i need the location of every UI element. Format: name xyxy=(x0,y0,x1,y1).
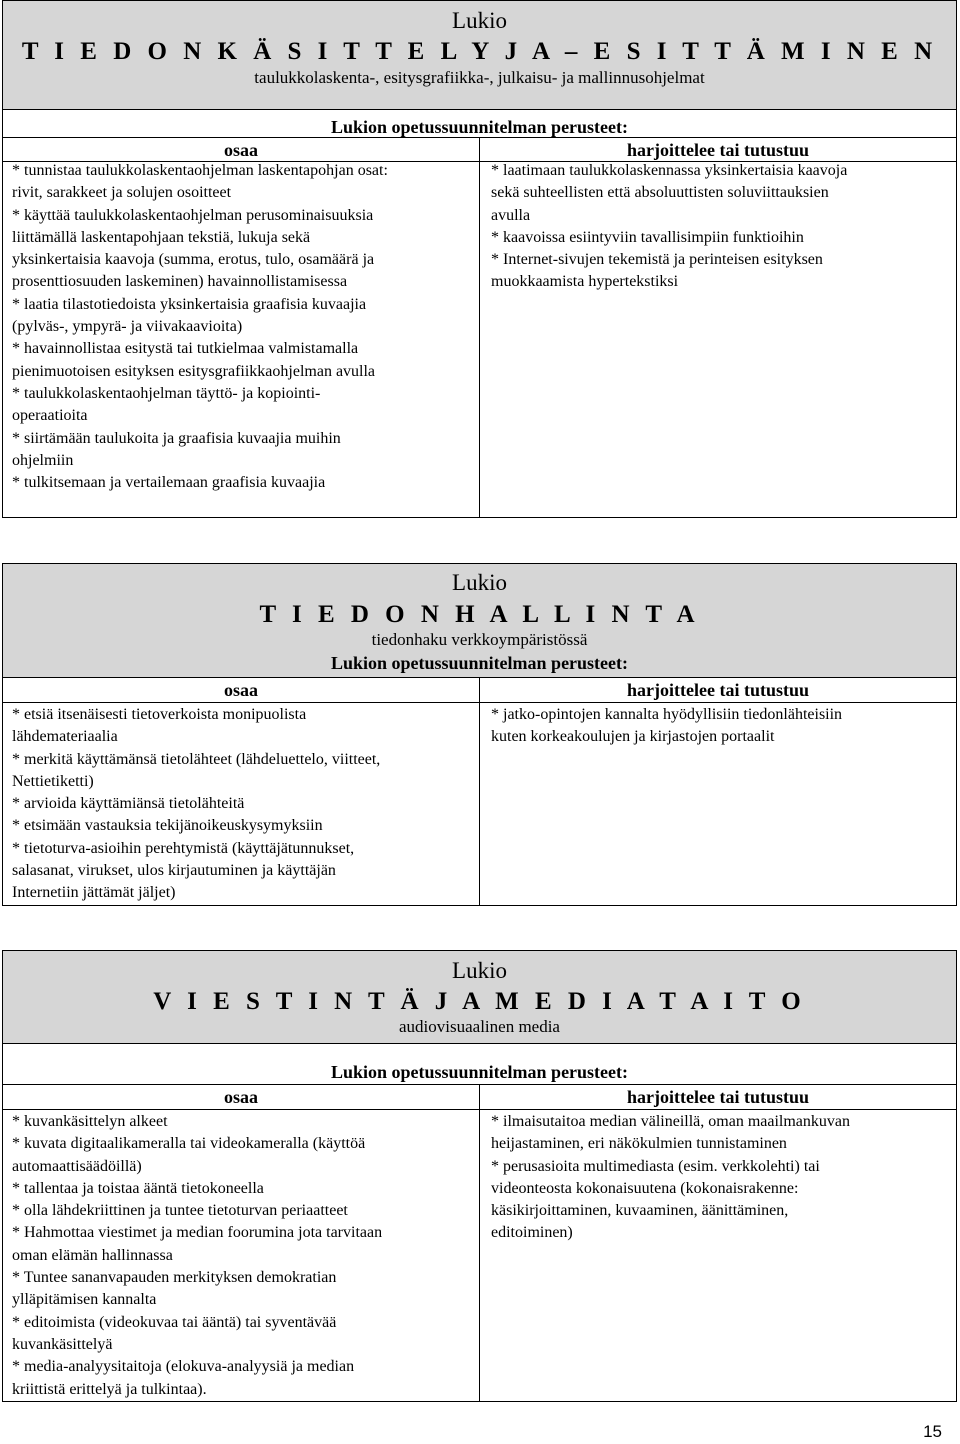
section-subtitle: audiovisuaalinen media xyxy=(399,1017,560,1036)
list-item: * Tuntee sananvapauden merkityksen demokratian xyxy=(12,1269,337,1287)
school-level: Lukio xyxy=(452,958,507,983)
harjoittelee-list xyxy=(491,160,847,294)
list-item: ohjelmiin xyxy=(12,451,74,469)
section-title: V I E S T I N T Ä J A M E D I A T A I T O xyxy=(153,988,806,1015)
list-item: sekä suhteellisten että absoluuttisten soluviittauksien xyxy=(491,184,829,202)
list-item: * tunnistaa taulukkolaskentaohjelman laskentapohjan osat: xyxy=(12,162,388,179)
list-item: käsikirjoittaminen, kuvaaminen, äänittäminen, xyxy=(491,1202,789,1220)
section-title: T I E D O N H A L L I N T A xyxy=(259,601,700,628)
column-header-osaa: osaa xyxy=(223,1087,258,1107)
list-item: * tietoturva-asioihin perehtymistä (käyttäjätunnukset, xyxy=(12,839,355,857)
list-item: kuvankäsittelyä xyxy=(12,1335,113,1353)
section-title: T I E D O N K Ä S I T T E L Y J A – E S I T T Ä M I N E N xyxy=(21,38,938,65)
list-item: * media-analyysitaitoja (elokuva-analyysiä ja median xyxy=(12,1358,355,1376)
column-divider xyxy=(479,1084,480,1401)
curriculum-heading: Lukion opetussuunnitelman perusteet: xyxy=(330,1062,629,1082)
list-item: * perusasioita multimediasta (esim. verkkolehti) tai xyxy=(491,1157,820,1175)
school-level: Lukio xyxy=(452,570,507,595)
column-divider xyxy=(479,677,480,905)
list-item: * kuvankäsittelyn alkeet xyxy=(12,1113,168,1130)
list-item: * tulkitsemaan ja vertailemaan graafisia kuvaajia xyxy=(12,474,326,492)
list-item: Nettietiketti) xyxy=(12,772,94,790)
list-item: * laatia tilastotiedoista yksinkertaisia graafisia kuvaajia xyxy=(12,295,367,313)
section-header xyxy=(3,1,956,110)
column-header-harjoittelee: harjoittelee tai tutustuu xyxy=(627,680,809,700)
list-item: * taulukkolaskentaohjelman täyttö- ja kopiointi- xyxy=(12,384,321,402)
list-item: lähdemateriaalia xyxy=(12,728,118,746)
list-item: * käyttää taulukkolaskentaohjelman perusominaisuuksia xyxy=(12,206,374,224)
osaa-list xyxy=(12,1111,382,1401)
list-item: * etsimään vastauksia tekijänoikeuskysymyksiin xyxy=(12,817,323,835)
list-item: yksinkertaisia kaavoja (summa, erotus, tulo, osamäärä ja xyxy=(12,251,375,269)
list-item: (pylväs-, ympyrä- ja viivakaavioita) xyxy=(12,318,243,336)
section-header xyxy=(3,951,956,1044)
column-divider xyxy=(479,137,480,517)
list-item: * editoimista (videokuvaa tai ääntä) tai syventävää xyxy=(12,1313,337,1331)
list-item: kriittistä erittelyä ja tulkintaa). xyxy=(12,1380,207,1398)
list-item: videonteosta kokonaisuutena (kokonaisrakenne: xyxy=(491,1179,799,1197)
list-item: * kuvata digitaalikameralla tai videokameralla (käyttöä xyxy=(12,1135,366,1153)
curriculum-heading: Lukion opetussuunnitelman perusteet: xyxy=(330,653,629,673)
page-number: 15 xyxy=(923,1422,942,1441)
list-item: * tallentaa ja toistaa ääntä tietokoneella xyxy=(12,1179,264,1197)
column-header-osaa: osaa xyxy=(223,140,258,160)
list-item: ylläpitämisen kannalta xyxy=(12,1291,157,1309)
section-viestinta xyxy=(2,950,957,1402)
list-item: oman elämän hallinnassa xyxy=(12,1246,173,1264)
section-header xyxy=(3,564,956,678)
section-subtitle: tiedonhaku verkkoympäristössä xyxy=(371,630,588,649)
list-item: salasanat, virukset, ulos kirjautuminen ja käyttäjän xyxy=(12,862,336,880)
list-item: avulla xyxy=(491,206,531,224)
list-item: heijastaminen, eri näkökulmien tunnistaminen xyxy=(491,1135,787,1153)
column-header-harjoittelee: harjoittelee tai tutustuu xyxy=(627,140,809,160)
list-item: liittämällä laskentapohjaan tekstiä, lukuja sekä xyxy=(12,228,311,246)
list-item: * siirtämään taulukoita ja graafisia kuvaajia muihin xyxy=(12,429,341,447)
list-item: Internetiin jättämät jäljet) xyxy=(12,884,176,902)
list-item: rivit, sarakkeet ja solujen osoitteet xyxy=(12,184,232,202)
list-item: * kaavoissa esiintyviin tavallisimpiin funktioihin xyxy=(491,228,804,246)
list-item: muokkaamista hypertekstiksi xyxy=(491,273,679,291)
column-header-osaa: osaa xyxy=(223,680,258,700)
harjoittelee-list xyxy=(491,704,842,749)
divider xyxy=(3,1109,956,1110)
list-item: kuten korkeakoulujen ja kirjastojen portaalit xyxy=(491,728,775,746)
list-item: automaattisäädöillä) xyxy=(12,1157,142,1175)
list-item: * etsiä itsenäisesti tietoverkoista monipuolista xyxy=(12,706,307,723)
list-item: * jatko-opintojen kannalta hyödyllisiin tiedonlähteisiin xyxy=(491,706,843,723)
list-item: pienimuotoisen esityksen esitysgrafiikkaohjelman avulla xyxy=(12,362,376,380)
list-item: * havainnollistaa esitystä tai tutkielmaa valmistamalla xyxy=(12,340,359,358)
list-item: * merkitä käyttämänsä tietolähteet (lähdeluettelo, viitteet, xyxy=(12,750,381,768)
column-header-harjoittelee: harjoittelee tai tutustuu xyxy=(627,1087,809,1107)
list-item: * Hahmottaa viestimet ja median foorumina jota tarvitaan xyxy=(12,1224,383,1242)
list-item: * Internet-sivujen tekemistä ja perinteisen esityksen xyxy=(491,251,823,269)
list-item: editoiminen) xyxy=(491,1224,573,1242)
divider xyxy=(3,702,956,703)
harjoittelee-list xyxy=(491,1111,850,1245)
osaa-list xyxy=(12,704,380,905)
section-tiedonkasittely xyxy=(2,0,957,518)
school-level: Lukio xyxy=(452,8,507,33)
curriculum-heading: Lukion opetussuunnitelman perusteet: xyxy=(330,117,629,137)
osaa-list xyxy=(12,160,388,494)
list-item: operaatioita xyxy=(12,407,88,425)
list-item: * arvioida käyttämiänsä tietolähteitä xyxy=(12,795,245,813)
list-item: * olla lähdekriittinen ja tuntee tietoturvan periaatteet xyxy=(12,1202,348,1220)
section-tiedonhallinta xyxy=(2,563,957,906)
section-subtitle: taulukkolaskenta-, esitysgrafiikka-, julkaisu- ja mallinnusohjelmat xyxy=(254,68,705,87)
list-item: * ilmaisutaitoa median välineillä, oman maailmankuvan xyxy=(491,1113,851,1130)
list-item: * laatimaan taulukkolaskennassa yksinkertaisia kaavoja xyxy=(491,162,848,179)
list-item: prosenttiosuuden laskeminen) havainnollistamisessa xyxy=(12,273,348,291)
